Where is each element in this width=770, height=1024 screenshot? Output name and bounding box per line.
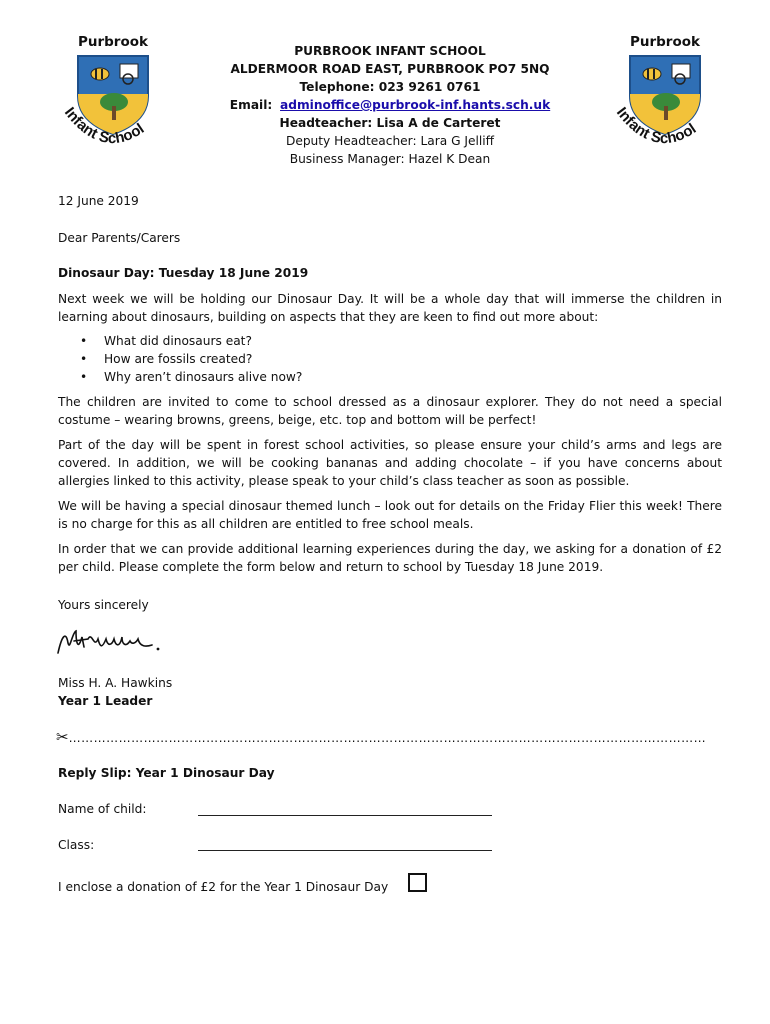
email-link[interactable]: adminoffice@purbrook-inf.hants.sch.uk [280, 98, 551, 112]
letter-main [58, 290, 722, 576]
donation-paragraph: In order that we can provide additional learning experiences during the day, we asking for a donation of £2 per child. Please complete the form below and return to school by Tuesday 18 June 2019. [58, 542, 722, 574]
lunch-paragraph: We will be having a special dinosaur themed lunch – look out for details on the Friday Flier this week! There is no charge for this as all children are entitled to free school meals. [58, 499, 722, 531]
letter-date: 12 June 2019 [58, 194, 139, 208]
forest-paragraph: Part of the day will be spent in forest school activities, so please ensure your child’s arms and legs are covered. In addition, we will be cooking bananas and adding chocolate – if you have concerns about allergies linked to this activity, please speak to your child’s class teacher as soon as possible. [58, 438, 722, 488]
signer-name: Miss H. A. Hawkins [58, 676, 173, 690]
letter-subject: Dinosaur Day: Tuesday 18 June 2019 [58, 266, 309, 280]
class-input-line[interactable] [198, 834, 492, 851]
logo-arc-text: Infant School [612, 104, 700, 148]
school-address: ALDERMOOR ROAD EAST, PURBROOK PO7 5NQ [230, 62, 550, 76]
list-item: • Why aren’t dinosaurs alive now? [104, 368, 722, 386]
logo-name: Purbrook [629, 34, 700, 50]
business-manager: Business Manager: Hazel K Dean [289, 152, 491, 166]
letter-greeting: Dear Parents/Carers [58, 231, 181, 245]
school-name: PURBROOK INFANT SCHOOL [294, 44, 486, 58]
closing: Yours sincerely [58, 598, 149, 612]
donation-checkbox[interactable] [408, 873, 427, 892]
logo-name: Purbrook [77, 34, 148, 50]
scissors-icon: ✂ [56, 728, 69, 746]
email-label: Email: [229, 98, 273, 112]
school-crest-icon [600, 34, 730, 154]
headteacher: Headteacher: Lisa A de Carteret [279, 116, 501, 130]
school-crest-icon [48, 34, 178, 154]
name-input-line[interactable] [198, 799, 492, 816]
list-item: • What did dinosaurs eat? [104, 332, 722, 350]
question-list [58, 332, 722, 386]
name-label: Name of child: [58, 802, 147, 816]
deputy-headteacher: Deputy Headteacher: Lara G Jelliff [285, 134, 495, 148]
intro-paragraph: Next week we will be holding our Dinosaur Day. It will be a whole day that will immerse the children in learning about dinosaurs, building on aspects that they are keen to find out more about: [58, 292, 722, 324]
dress-paragraph: The children are invited to come to school dressed as a dinosaur explorer. They do not need a special costume – wearing browns, greens, beige, etc. top and bottom will be perfect! [58, 395, 722, 427]
list-item: • How are fossils created? [104, 350, 722, 368]
donation-label: I enclose a donation of £2 for the Year 1 Dinosaur Day [58, 880, 389, 894]
school-logo-right [600, 34, 730, 154]
signer-title: Year 1 Leader [58, 694, 153, 708]
signature-image [54, 625, 174, 659]
logo-arc-text: Infant School [60, 104, 148, 148]
email-line [190, 96, 590, 114]
school-logo-left [48, 34, 178, 154]
reply-slip-title: Reply Slip: Year 1 Dinosaur Day [58, 766, 275, 780]
cut-line: ✂……………………………………………………………………………………………………………………………………… [56, 728, 707, 746]
school-telephone: Telephone: 023 9261 0761 [299, 80, 481, 94]
class-label: Class: [58, 838, 95, 852]
letterhead [190, 42, 590, 168]
